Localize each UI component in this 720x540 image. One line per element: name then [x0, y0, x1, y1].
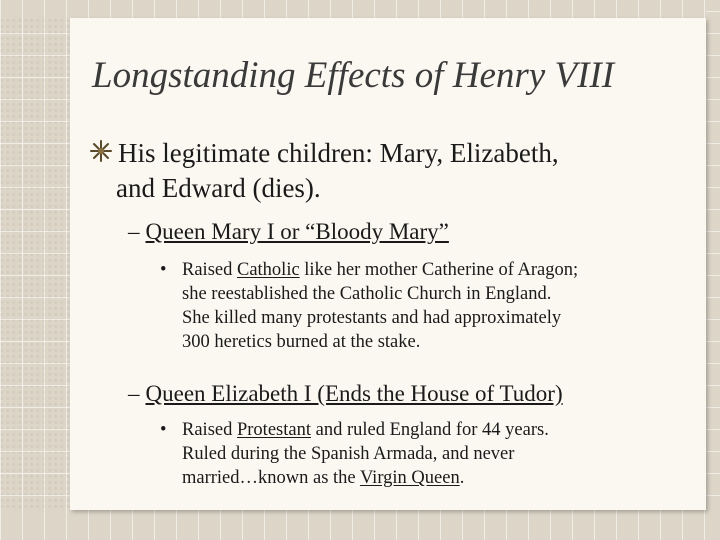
elizabeth-heading: Queen Elizabeth I (Ends the House of Tudor): [145, 381, 563, 406]
elizabeth-heading-row: [128, 380, 563, 408]
slide-title: Longstanding Effects of Henry VIII: [92, 55, 615, 96]
mary-line1: [182, 260, 578, 280]
dash-marker: –: [128, 219, 140, 244]
virgin-queen-underlined: Virgin Queen: [359, 468, 460, 488]
starburst-bullet-icon: [90, 140, 112, 162]
elizabeth-details: [160, 418, 705, 490]
left-texture-border: [0, 0, 70, 540]
text-run: married…known as the: [182, 468, 360, 488]
bullet-dot: •: [160, 420, 167, 440]
text-run: .: [459, 468, 465, 488]
dash-marker: –: [128, 381, 140, 406]
text-run: Raised: [182, 260, 237, 280]
elizabeth-line2: Ruled during the Spanish Armada, and never: [182, 444, 515, 464]
text-run: and ruled England for 44 years.: [310, 420, 549, 440]
catholic-underlined: Catholic: [236, 260, 300, 280]
elizabeth-line1: [182, 420, 549, 440]
right-texture-border: [706, 0, 720, 540]
bullet-children: [118, 136, 698, 206]
top-texture-border: [0, 0, 720, 18]
bottom-texture-border: [0, 510, 720, 540]
mary-line3: She killed many protestants and had approximately: [182, 308, 562, 328]
text-run: like her mother Catherine of Aragon;: [299, 260, 579, 280]
bullet-children-line1: His legitimate children: Mary, Elizabeth,: [118, 138, 559, 168]
elizabeth-line3: [182, 468, 464, 488]
mary-heading: Queen Mary I or “Bloody Mary”: [145, 219, 449, 244]
bullet-dot: •: [160, 260, 167, 280]
protestant-underlined: Protestant: [236, 420, 311, 440]
mary-line2: she reestablished the Catholic Church in England.: [182, 284, 552, 304]
mary-heading-row: [128, 218, 449, 246]
mary-details: [160, 258, 705, 354]
bullet-children-line2: and Edward (dies).: [116, 173, 321, 203]
text-run: Raised: [182, 420, 237, 440]
mary-line4: 300 heretics burned at the stake.: [182, 332, 421, 352]
